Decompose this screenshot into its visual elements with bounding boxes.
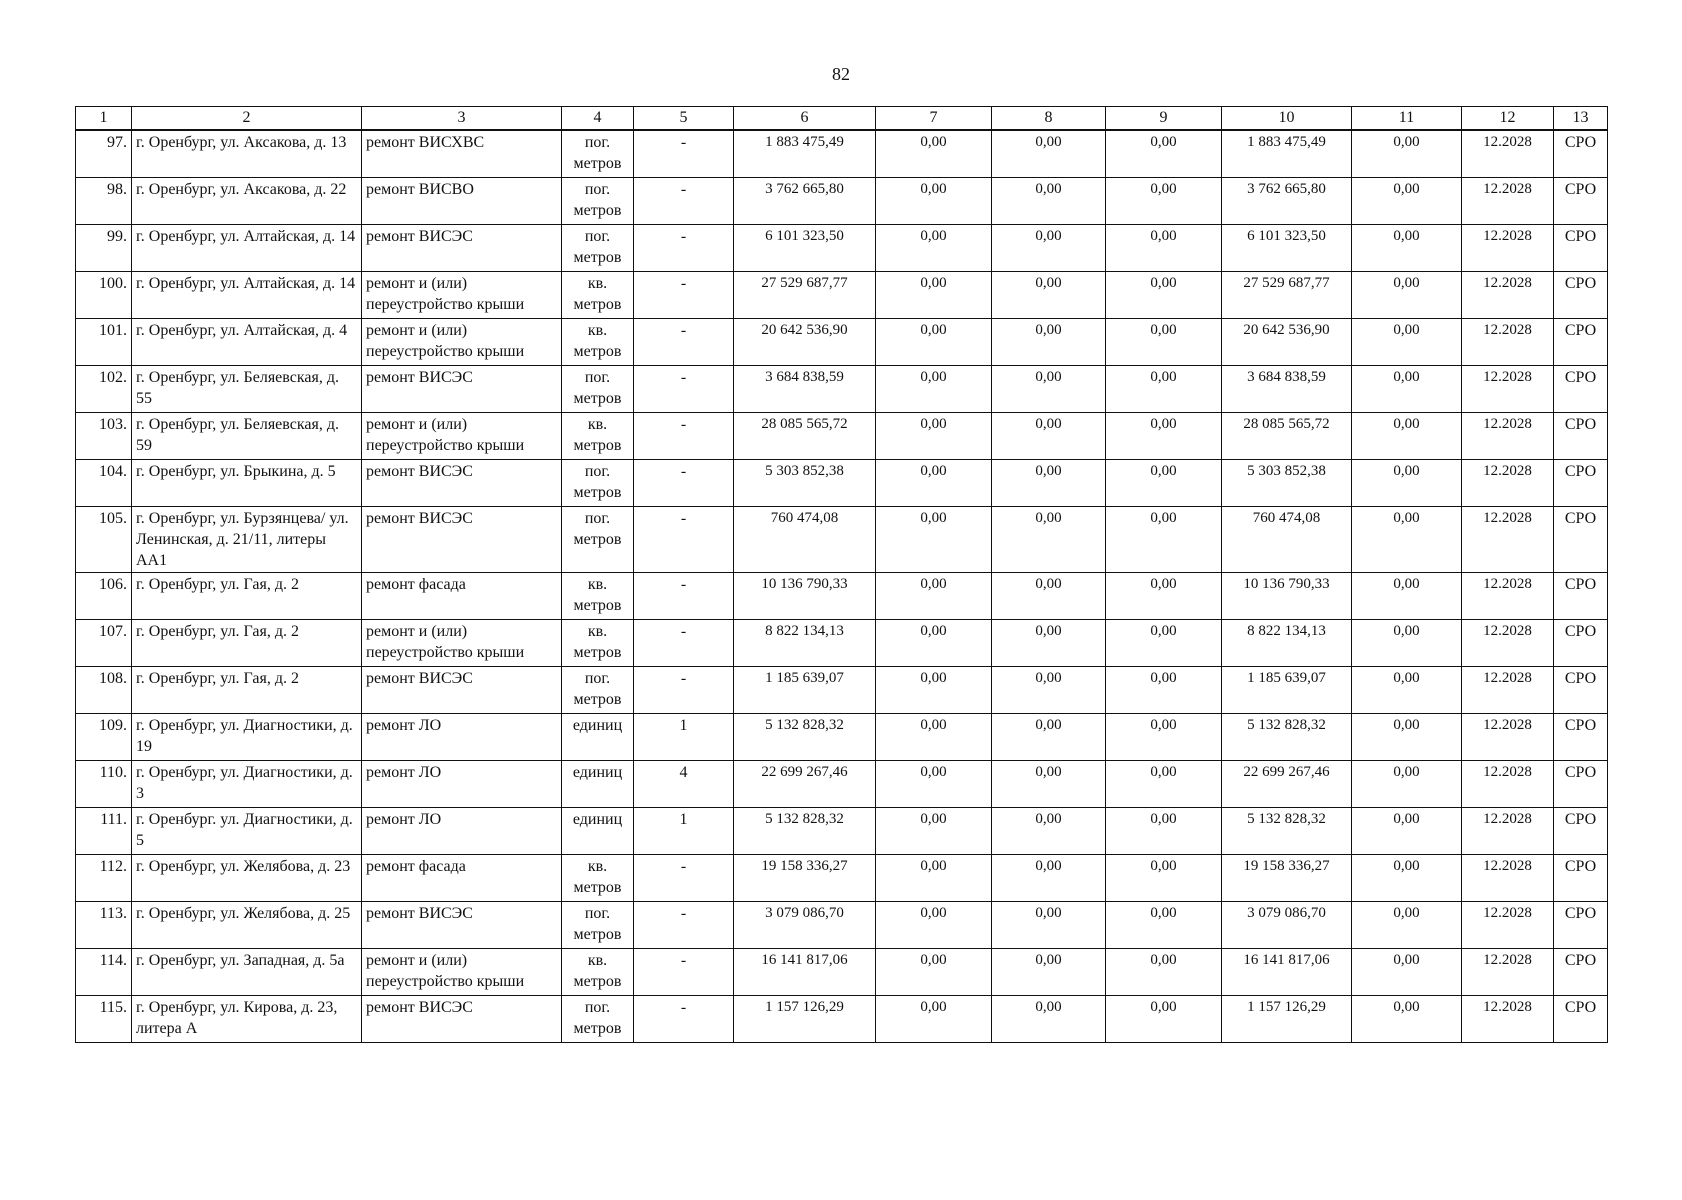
column-9-cell: 0,00 (1106, 760, 1222, 807)
funding-source-cell: СРО (1554, 271, 1608, 318)
column-10-cell: 10 136 790,33 (1222, 572, 1352, 619)
table-row (76, 365, 1608, 412)
column-8-cell: 0,00 (992, 760, 1106, 807)
column-9-cell: 0,00 (1106, 572, 1222, 619)
row-number: 112. (76, 854, 132, 901)
column-9-cell: 0,00 (1106, 318, 1222, 365)
column-8-cell: 0,00 (992, 854, 1106, 901)
address-cell: г. Оренбург, ул. Диагностики, д. 3 (132, 760, 362, 807)
funding-source-cell: СРО (1554, 760, 1608, 807)
quantity-cell: - (634, 901, 734, 948)
column-number-header-row (76, 107, 1608, 131)
funding-source-cell: СРО (1554, 365, 1608, 412)
column-header-5: 5 (634, 107, 734, 131)
quantity-cell: - (634, 130, 734, 177)
quantity-cell: 4 (634, 760, 734, 807)
unit-cell: кв. метров (562, 318, 634, 365)
column-10-cell: 760 474,08 (1222, 506, 1352, 572)
column-8-cell: 0,00 (992, 459, 1106, 506)
row-number: 100. (76, 271, 132, 318)
column-9-cell: 0,00 (1106, 412, 1222, 459)
table-row (76, 995, 1608, 1042)
column-header-13: 13 (1554, 107, 1608, 131)
completion-date-cell: 12.2028 (1462, 365, 1554, 412)
row-number: 115. (76, 995, 132, 1042)
quantity-cell: 1 (634, 713, 734, 760)
row-number: 97. (76, 130, 132, 177)
table-row (76, 506, 1608, 572)
completion-date-cell: 12.2028 (1462, 948, 1554, 995)
total-cost-cell: 22 699 267,46 (734, 760, 876, 807)
total-cost-cell: 20 642 536,90 (734, 318, 876, 365)
work-type-cell: ремонт ВИСЭС (362, 666, 562, 713)
column-11-cell: 0,00 (1352, 130, 1462, 177)
column-10-cell: 19 158 336,27 (1222, 854, 1352, 901)
column-9-cell: 0,00 (1106, 901, 1222, 948)
column-10-cell: 3 079 086,70 (1222, 901, 1352, 948)
funding-source-cell: СРО (1554, 666, 1608, 713)
work-type-cell: ремонт ВИСЭС (362, 459, 562, 506)
completion-date-cell: 12.2028 (1462, 854, 1554, 901)
funding-source-cell: СРО (1554, 854, 1608, 901)
column-8-cell: 0,00 (992, 177, 1106, 224)
total-cost-cell: 16 141 817,06 (734, 948, 876, 995)
column-10-cell: 5 303 852,38 (1222, 459, 1352, 506)
table-row (76, 666, 1608, 713)
column-7-cell: 0,00 (876, 995, 992, 1042)
unit-cell: пог. метров (562, 177, 634, 224)
total-cost-cell: 6 101 323,50 (734, 224, 876, 271)
funding-source-cell: СРО (1554, 572, 1608, 619)
column-7-cell: 0,00 (876, 224, 992, 271)
address-cell: г. Оренбург, ул. Беляевская, д. 55 (132, 365, 362, 412)
table-row (76, 854, 1608, 901)
column-7-cell: 0,00 (876, 901, 992, 948)
total-cost-cell: 3 762 665,80 (734, 177, 876, 224)
column-header-10: 10 (1222, 107, 1352, 131)
column-9-cell: 0,00 (1106, 130, 1222, 177)
column-11-cell: 0,00 (1352, 412, 1462, 459)
column-8-cell: 0,00 (992, 619, 1106, 666)
column-header-1: 1 (76, 107, 132, 131)
column-11-cell: 0,00 (1352, 995, 1462, 1042)
table-row (76, 459, 1608, 506)
column-10-cell: 28 085 565,72 (1222, 412, 1352, 459)
work-type-cell: ремонт ЛО (362, 760, 562, 807)
column-11-cell: 0,00 (1352, 318, 1462, 365)
total-cost-cell: 1 883 475,49 (734, 130, 876, 177)
table-row (76, 901, 1608, 948)
column-header-6: 6 (734, 107, 876, 131)
unit-cell: пог. метров (562, 666, 634, 713)
total-cost-cell: 10 136 790,33 (734, 572, 876, 619)
column-11-cell: 0,00 (1352, 948, 1462, 995)
column-header-7: 7 (876, 107, 992, 131)
capital-repair-table (75, 106, 1608, 1043)
column-7-cell: 0,00 (876, 177, 992, 224)
completion-date-cell: 12.2028 (1462, 666, 1554, 713)
row-number: 106. (76, 572, 132, 619)
address-cell: г. Оренбург, ул. Западная, д. 5а (132, 948, 362, 995)
address-cell: г. Оренбург, ул. Алтайская, д. 14 (132, 224, 362, 271)
completion-date-cell: 12.2028 (1462, 271, 1554, 318)
column-11-cell: 0,00 (1352, 177, 1462, 224)
address-cell: г. Оренбург, ул. Бурзянцева/ ул. Ленинская, д. 21/11, литеры АА1 (132, 506, 362, 572)
row-number: 111. (76, 807, 132, 854)
completion-date-cell: 12.2028 (1462, 412, 1554, 459)
column-10-cell: 5 132 828,32 (1222, 807, 1352, 854)
column-header-2: 2 (132, 107, 362, 131)
column-7-cell: 0,00 (876, 666, 992, 713)
row-number: 105. (76, 506, 132, 572)
column-10-cell: 16 141 817,06 (1222, 948, 1352, 995)
quantity-cell: - (634, 271, 734, 318)
column-7-cell: 0,00 (876, 271, 992, 318)
column-11-cell: 0,00 (1352, 619, 1462, 666)
work-type-cell: ремонт ВИСХВС (362, 130, 562, 177)
row-number: 113. (76, 901, 132, 948)
completion-date-cell: 12.2028 (1462, 901, 1554, 948)
table-row (76, 572, 1608, 619)
column-8-cell: 0,00 (992, 995, 1106, 1042)
column-7-cell: 0,00 (876, 506, 992, 572)
address-cell: г. Оренбург, ул. Желябова, д. 25 (132, 901, 362, 948)
address-cell: г. Оренбург, ул. Гая, д. 2 (132, 666, 362, 713)
column-7-cell: 0,00 (876, 412, 992, 459)
column-11-cell: 0,00 (1352, 459, 1462, 506)
column-8-cell: 0,00 (992, 318, 1106, 365)
work-type-cell: ремонт ВИСЭС (362, 365, 562, 412)
row-number: 107. (76, 619, 132, 666)
funding-source-cell: СРО (1554, 713, 1608, 760)
column-11-cell: 0,00 (1352, 224, 1462, 271)
column-9-cell: 0,00 (1106, 506, 1222, 572)
quantity-cell: - (634, 619, 734, 666)
column-10-cell: 27 529 687,77 (1222, 271, 1352, 318)
completion-date-cell: 12.2028 (1462, 506, 1554, 572)
address-cell: г. Оренбург, ул. Кирова, д. 23, литера А (132, 995, 362, 1042)
quantity-cell: - (634, 459, 734, 506)
total-cost-cell: 5 132 828,32 (734, 807, 876, 854)
address-cell: г. Оренбург, ул. Диагностики, д. 19 (132, 713, 362, 760)
column-7-cell: 0,00 (876, 459, 992, 506)
unit-cell: кв. метров (562, 412, 634, 459)
column-9-cell: 0,00 (1106, 854, 1222, 901)
column-10-cell: 3 684 838,59 (1222, 365, 1352, 412)
funding-source-cell: СРО (1554, 901, 1608, 948)
column-10-cell: 6 101 323,50 (1222, 224, 1352, 271)
work-type-cell: ремонт и (или) переустройство крыши (362, 948, 562, 995)
column-9-cell: 0,00 (1106, 224, 1222, 271)
funding-source-cell: СРО (1554, 130, 1608, 177)
completion-date-cell: 12.2028 (1462, 572, 1554, 619)
unit-cell: единиц (562, 807, 634, 854)
row-number: 110. (76, 760, 132, 807)
column-header-9: 9 (1106, 107, 1222, 131)
column-7-cell: 0,00 (876, 807, 992, 854)
row-number: 99. (76, 224, 132, 271)
unit-cell: пог. метров (562, 224, 634, 271)
column-9-cell: 0,00 (1106, 948, 1222, 995)
table-row (76, 130, 1608, 177)
column-9-cell: 0,00 (1106, 459, 1222, 506)
completion-date-cell: 12.2028 (1462, 130, 1554, 177)
column-7-cell: 0,00 (876, 130, 992, 177)
column-9-cell: 0,00 (1106, 619, 1222, 666)
quantity-cell: - (634, 224, 734, 271)
quantity-cell: - (634, 572, 734, 619)
total-cost-cell: 27 529 687,77 (734, 271, 876, 318)
completion-date-cell: 12.2028 (1462, 760, 1554, 807)
column-11-cell: 0,00 (1352, 666, 1462, 713)
unit-cell: кв. метров (562, 948, 634, 995)
column-header-11: 11 (1352, 107, 1462, 131)
quantity-cell: - (634, 177, 734, 224)
address-cell: г. Оренбург, ул. Беляевская, д. 59 (132, 412, 362, 459)
column-10-cell: 8 822 134,13 (1222, 619, 1352, 666)
column-10-cell: 1 185 639,07 (1222, 666, 1352, 713)
table-row (76, 318, 1608, 365)
row-number: 98. (76, 177, 132, 224)
quantity-cell: - (634, 995, 734, 1042)
table-row (76, 177, 1608, 224)
column-9-cell: 0,00 (1106, 271, 1222, 318)
column-11-cell: 0,00 (1352, 901, 1462, 948)
completion-date-cell: 12.2028 (1462, 807, 1554, 854)
column-8-cell: 0,00 (992, 713, 1106, 760)
work-type-cell: ремонт и (или) переустройство крыши (362, 271, 562, 318)
total-cost-cell: 1 157 126,29 (734, 995, 876, 1042)
unit-cell: единиц (562, 713, 634, 760)
table-row (76, 412, 1608, 459)
row-number: 103. (76, 412, 132, 459)
address-cell: г. Оренбург, ул. Гая, д. 2 (132, 572, 362, 619)
column-8-cell: 0,00 (992, 271, 1106, 318)
quantity-cell: - (634, 948, 734, 995)
column-9-cell: 0,00 (1106, 177, 1222, 224)
funding-source-cell: СРО (1554, 177, 1608, 224)
work-type-cell: ремонт ВИСЭС (362, 506, 562, 572)
column-7-cell: 0,00 (876, 948, 992, 995)
address-cell: г. Оренбург. ул. Диагностики, д. 5 (132, 807, 362, 854)
row-number: 108. (76, 666, 132, 713)
work-type-cell: ремонт ВИСВО (362, 177, 562, 224)
unit-cell: кв. метров (562, 572, 634, 619)
work-type-cell: ремонт и (или) переустройство крыши (362, 318, 562, 365)
column-7-cell: 0,00 (876, 854, 992, 901)
work-type-cell: ремонт ЛО (362, 713, 562, 760)
column-8-cell: 0,00 (992, 948, 1106, 995)
column-9-cell: 0,00 (1106, 713, 1222, 760)
column-header-3: 3 (362, 107, 562, 131)
quantity-cell: 1 (634, 807, 734, 854)
column-7-cell: 0,00 (876, 365, 992, 412)
unit-cell: единиц (562, 760, 634, 807)
completion-date-cell: 12.2028 (1462, 318, 1554, 365)
column-8-cell: 0,00 (992, 412, 1106, 459)
column-10-cell: 22 699 267,46 (1222, 760, 1352, 807)
column-10-cell: 20 642 536,90 (1222, 318, 1352, 365)
column-10-cell: 1 157 126,29 (1222, 995, 1352, 1042)
completion-date-cell: 12.2028 (1462, 995, 1554, 1042)
completion-date-cell: 12.2028 (1462, 177, 1554, 224)
column-9-cell: 0,00 (1106, 995, 1222, 1042)
column-11-cell: 0,00 (1352, 854, 1462, 901)
row-number: 109. (76, 713, 132, 760)
column-10-cell: 1 883 475,49 (1222, 130, 1352, 177)
funding-source-cell: СРО (1554, 506, 1608, 572)
column-8-cell: 0,00 (992, 666, 1106, 713)
column-9-cell: 0,00 (1106, 807, 1222, 854)
column-8-cell: 0,00 (992, 807, 1106, 854)
quantity-cell: - (634, 506, 734, 572)
column-8-cell: 0,00 (992, 901, 1106, 948)
total-cost-cell: 760 474,08 (734, 506, 876, 572)
table-row (76, 271, 1608, 318)
address-cell: г. Оренбург, ул. Желябова, д. 23 (132, 854, 362, 901)
column-8-cell: 0,00 (992, 572, 1106, 619)
quantity-cell: - (634, 666, 734, 713)
funding-source-cell: СРО (1554, 224, 1608, 271)
funding-source-cell: СРО (1554, 412, 1608, 459)
column-11-cell: 0,00 (1352, 365, 1462, 412)
funding-source-cell: СРО (1554, 619, 1608, 666)
unit-cell: пог. метров (562, 459, 634, 506)
completion-date-cell: 12.2028 (1462, 619, 1554, 666)
unit-cell: кв. метров (562, 271, 634, 318)
column-11-cell: 0,00 (1352, 807, 1462, 854)
column-10-cell: 3 762 665,80 (1222, 177, 1352, 224)
quantity-cell: - (634, 854, 734, 901)
funding-source-cell: СРО (1554, 995, 1608, 1042)
column-11-cell: 0,00 (1352, 760, 1462, 807)
total-cost-cell: 1 185 639,07 (734, 666, 876, 713)
address-cell: г. Оренбург, ул. Алтайская, д. 4 (132, 318, 362, 365)
column-7-cell: 0,00 (876, 713, 992, 760)
total-cost-cell: 8 822 134,13 (734, 619, 876, 666)
column-7-cell: 0,00 (876, 760, 992, 807)
table-row (76, 760, 1608, 807)
funding-source-cell: СРО (1554, 459, 1608, 506)
quantity-cell: - (634, 318, 734, 365)
completion-date-cell: 12.2028 (1462, 459, 1554, 506)
address-cell: г. Оренбург, ул. Гая, д. 2 (132, 619, 362, 666)
unit-cell: кв. метров (562, 854, 634, 901)
column-8-cell: 0,00 (992, 365, 1106, 412)
column-11-cell: 0,00 (1352, 713, 1462, 760)
column-8-cell: 0,00 (992, 224, 1106, 271)
table-row (76, 948, 1608, 995)
column-header-4: 4 (562, 107, 634, 131)
table-row (76, 713, 1608, 760)
work-type-cell: ремонт фасада (362, 854, 562, 901)
column-8-cell: 0,00 (992, 130, 1106, 177)
table-row (76, 619, 1608, 666)
column-9-cell: 0,00 (1106, 666, 1222, 713)
column-7-cell: 0,00 (876, 619, 992, 666)
total-cost-cell: 5 132 828,32 (734, 713, 876, 760)
column-header-8: 8 (992, 107, 1106, 131)
column-9-cell: 0,00 (1106, 365, 1222, 412)
column-7-cell: 0,00 (876, 572, 992, 619)
completion-date-cell: 12.2028 (1462, 713, 1554, 760)
page-number: 82 (832, 64, 850, 84)
work-type-cell: ремонт и (или) переустройство крыши (362, 619, 562, 666)
unit-cell: пог. метров (562, 506, 634, 572)
table-row (76, 807, 1608, 854)
total-cost-cell: 19 158 336,27 (734, 854, 876, 901)
total-cost-cell: 3 684 838,59 (734, 365, 876, 412)
funding-source-cell: СРО (1554, 318, 1608, 365)
address-cell: г. Оренбург, ул. Алтайская, д. 14 (132, 271, 362, 318)
row-number: 114. (76, 948, 132, 995)
column-7-cell: 0,00 (876, 318, 992, 365)
unit-cell: кв. метров (562, 619, 634, 666)
table-body (76, 130, 1608, 1042)
total-cost-cell: 3 079 086,70 (734, 901, 876, 948)
row-number: 104. (76, 459, 132, 506)
funding-source-cell: СРО (1554, 948, 1608, 995)
work-type-cell: ремонт фасада (362, 572, 562, 619)
row-number: 101. (76, 318, 132, 365)
column-10-cell: 5 132 828,32 (1222, 713, 1352, 760)
completion-date-cell: 12.2028 (1462, 224, 1554, 271)
column-8-cell: 0,00 (992, 506, 1106, 572)
work-type-cell: ремонт ЛО (362, 807, 562, 854)
total-cost-cell: 5 303 852,38 (734, 459, 876, 506)
column-11-cell: 0,00 (1352, 572, 1462, 619)
column-header-12: 12 (1462, 107, 1554, 131)
address-cell: г. Оренбург, ул. Аксакова, д. 13 (132, 130, 362, 177)
quantity-cell: - (634, 412, 734, 459)
address-cell: г. Оренбург, ул. Брыкина, д. 5 (132, 459, 362, 506)
work-type-cell: ремонт ВИСЭС (362, 901, 562, 948)
address-cell: г. Оренбург, ул. Аксакова, д. 22 (132, 177, 362, 224)
unit-cell: пог. метров (562, 901, 634, 948)
row-number: 102. (76, 365, 132, 412)
unit-cell: пог. метров (562, 130, 634, 177)
total-cost-cell: 28 085 565,72 (734, 412, 876, 459)
unit-cell: пог. метров (562, 995, 634, 1042)
table-row (76, 224, 1608, 271)
work-type-cell: ремонт ВИСЭС (362, 224, 562, 271)
unit-cell: пог. метров (562, 365, 634, 412)
work-type-cell: ремонт и (или) переустройство крыши (362, 412, 562, 459)
column-11-cell: 0,00 (1352, 506, 1462, 572)
funding-source-cell: СРО (1554, 807, 1608, 854)
column-11-cell: 0,00 (1352, 271, 1462, 318)
work-type-cell: ремонт ВИСЭС (362, 995, 562, 1042)
quantity-cell: - (634, 365, 734, 412)
